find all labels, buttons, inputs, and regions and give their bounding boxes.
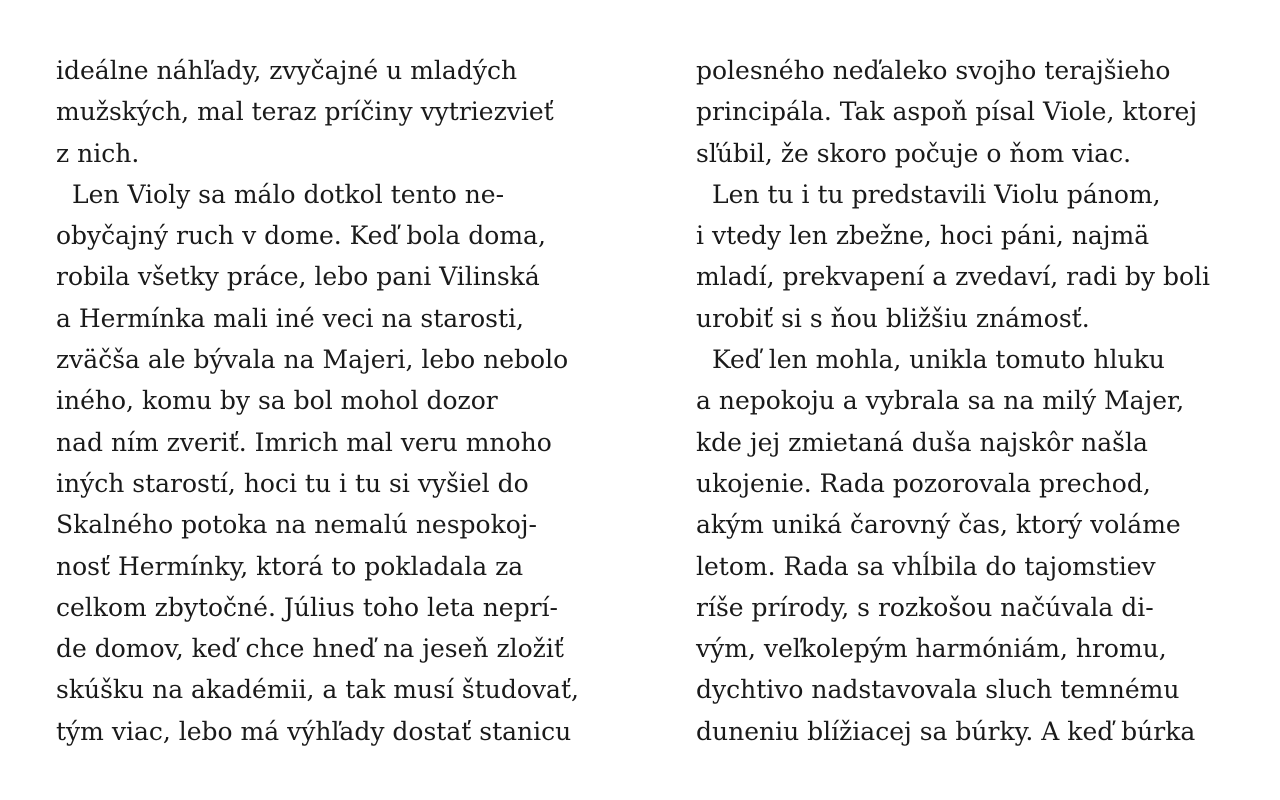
text-line: obyčajný ruch v dome. Keď bola doma, — [56, 221, 546, 251]
text-line: robila všetky práce, lebo pani Vilinská — [56, 262, 540, 292]
text-line: letom. Rada sa vhĺbila do tajomstiev — [696, 551, 1156, 581]
left-page-text — [56, 50, 596, 752]
text-line: nosť Hermínky, ktorá to pokladala za — [56, 551, 524, 581]
text-line: Skalného potoka na nemalú nespokoj- — [56, 510, 538, 540]
text-line: urobiť si s ňou bližšiu známosť. — [696, 303, 1090, 333]
text-line: ríše prírody, s rozkošou načúvala di- — [696, 592, 1154, 622]
text-line: akým uniká čarovný čas, ktorý voláme — [696, 510, 1181, 540]
text-line: Len tu i tu predstavili Violu pánom, — [712, 179, 1161, 209]
right-page-text — [696, 50, 1236, 752]
text-line: a Hermínka mali iné veci na starosti, — [56, 303, 525, 333]
text-line: a nepokoju a vybrala sa na milý Majer, — [696, 386, 1185, 416]
text-line: i vtedy len zbežne, hoci páni, najmä — [696, 221, 1150, 251]
text-line: ideálne náhľady, zvyčajné u mladých — [56, 56, 518, 85]
text-line: de domov, keď chce hneď na jeseň zložiť — [56, 634, 564, 664]
text-line: tým viac, lebo má výhľady dostať stanicu — [56, 716, 572, 746]
text-line: iných starostí, hoci tu i tu si vyšiel do — [56, 468, 529, 498]
text-line: kde jej zmietaná duša najskôr našla — [696, 427, 1148, 457]
text-line: ukojenie. Rada pozorovala prechod, — [696, 468, 1151, 498]
text-line: dychtivo nadstavovala sluch temnému — [696, 675, 1180, 705]
text-line: sľúbil, že skoro počuje o ňom viac. — [696, 138, 1132, 168]
text-line: Len Violy sa málo dotkol tento ne- — [72, 179, 505, 209]
text-line: Keď len mohla, unikla tomuto hluku — [712, 345, 1165, 375]
text-line: mladí, prekvapení a zvedaví, radi by boli — [696, 262, 1211, 292]
text-line: skúšku na akadémii, a tak musí študovať, — [56, 675, 579, 705]
text-line: polesného neďaleko svojho terajšieho — [696, 56, 1171, 85]
text-line: mužských, mal teraz príčiny vytriezvieť — [56, 97, 554, 127]
text-line: iného, komu by sa bol mohol dozor — [56, 386, 498, 416]
text-line: celkom zbytočné. Július toho leta neprí- — [56, 592, 559, 622]
text-line: principála. Tak aspoň písal Viole, ktorej — [696, 97, 1198, 127]
text-line: z nich. — [56, 138, 140, 168]
text-line: duneniu blížiacej sa búrky. A keď búrka — [696, 716, 1196, 746]
text-line: nad ním zveriť. Imrich mal veru mnoho — [56, 427, 552, 457]
text-line: vým, veľkolepým harmóniám, hromu, — [696, 634, 1167, 664]
text-line: zväčša ale bývala na Majeri, lebo nebolo — [56, 345, 569, 375]
